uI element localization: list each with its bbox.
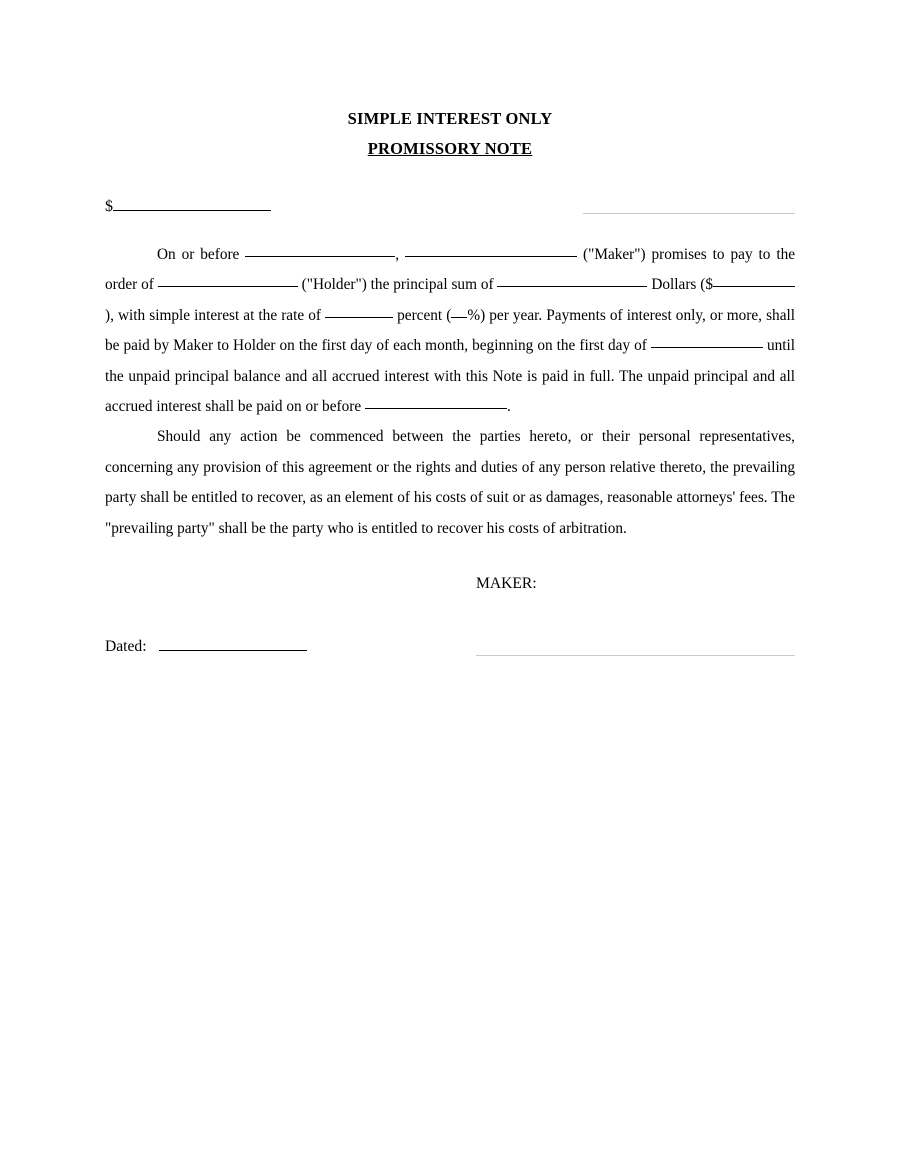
p1-text-1: On or before bbox=[157, 246, 240, 263]
p1-text-6: ), with simple interest at the rate of bbox=[105, 306, 321, 324]
p1-text-4: ("Holder") the principal sum of bbox=[301, 276, 494, 294]
document-title-line-2: PROMISSORY NOTE bbox=[367, 139, 533, 158]
document-title-line-1: SIMPLE INTEREST ONLY bbox=[347, 109, 553, 128]
header-date-rule[interactable] bbox=[583, 213, 795, 214]
currency-symbol: $ bbox=[105, 198, 113, 215]
maker-row bbox=[105, 573, 795, 595]
p1-text-7: percent ( bbox=[397, 306, 452, 324]
p1-text-5: Dollars ($ bbox=[651, 276, 713, 294]
first-payment-month-field[interactable] bbox=[651, 333, 763, 348]
paragraph-one bbox=[105, 240, 795, 422]
paragraph-two-text: Should any action be commenced between the parties hereto, or their personal representatives, concerning any provision of this agreement or the rights and duties of any person relative thereto, the prevailing party shall be entitled to recover, as an element of his costs of suit or as damages, reasonable attorneys' fees. The "prevailing party" shall be the party who is entitled to recover his costs of arbitration. bbox=[105, 428, 795, 537]
dated-field[interactable] bbox=[159, 635, 307, 651]
p1-text-2: , bbox=[395, 246, 400, 263]
amount-label bbox=[105, 198, 271, 215]
p1-text-10: . bbox=[506, 398, 511, 416]
principal-dollars-field[interactable] bbox=[713, 272, 795, 287]
maker-label: MAKER: bbox=[476, 575, 537, 593]
dated-row bbox=[105, 635, 795, 661]
holder-name-field[interactable] bbox=[158, 272, 298, 287]
maker-name-field[interactable] bbox=[405, 242, 577, 257]
p1-text-9: until the unpaid principal balance and all accrued interest with this Note is paid in full. The unpaid principal and all accrued interest shall be paid on or before bbox=[105, 337, 795, 416]
p1-text-8: %) per year. Payments of interest only, or more, shall be paid by Maker to Holder on the first day of each month, beginning on the first day of bbox=[105, 306, 795, 355]
p1-text-3: ("Maker") promises to pay to the order of bbox=[105, 246, 796, 294]
amount-row bbox=[105, 195, 795, 219]
title-block bbox=[105, 0, 795, 164]
amount-field[interactable] bbox=[113, 195, 271, 211]
maker-signature-rule[interactable] bbox=[476, 655, 795, 656]
document-body bbox=[105, 0, 795, 661]
on-or-before-date-field[interactable] bbox=[245, 242, 395, 257]
principal-sum-field[interactable] bbox=[497, 272, 647, 287]
interest-rate-field[interactable] bbox=[325, 303, 393, 318]
interest-rate-percent-field[interactable] bbox=[451, 303, 467, 318]
paragraph-two bbox=[105, 422, 795, 544]
dated-label: Dated: bbox=[105, 638, 147, 656]
final-due-date-field[interactable] bbox=[365, 394, 507, 409]
